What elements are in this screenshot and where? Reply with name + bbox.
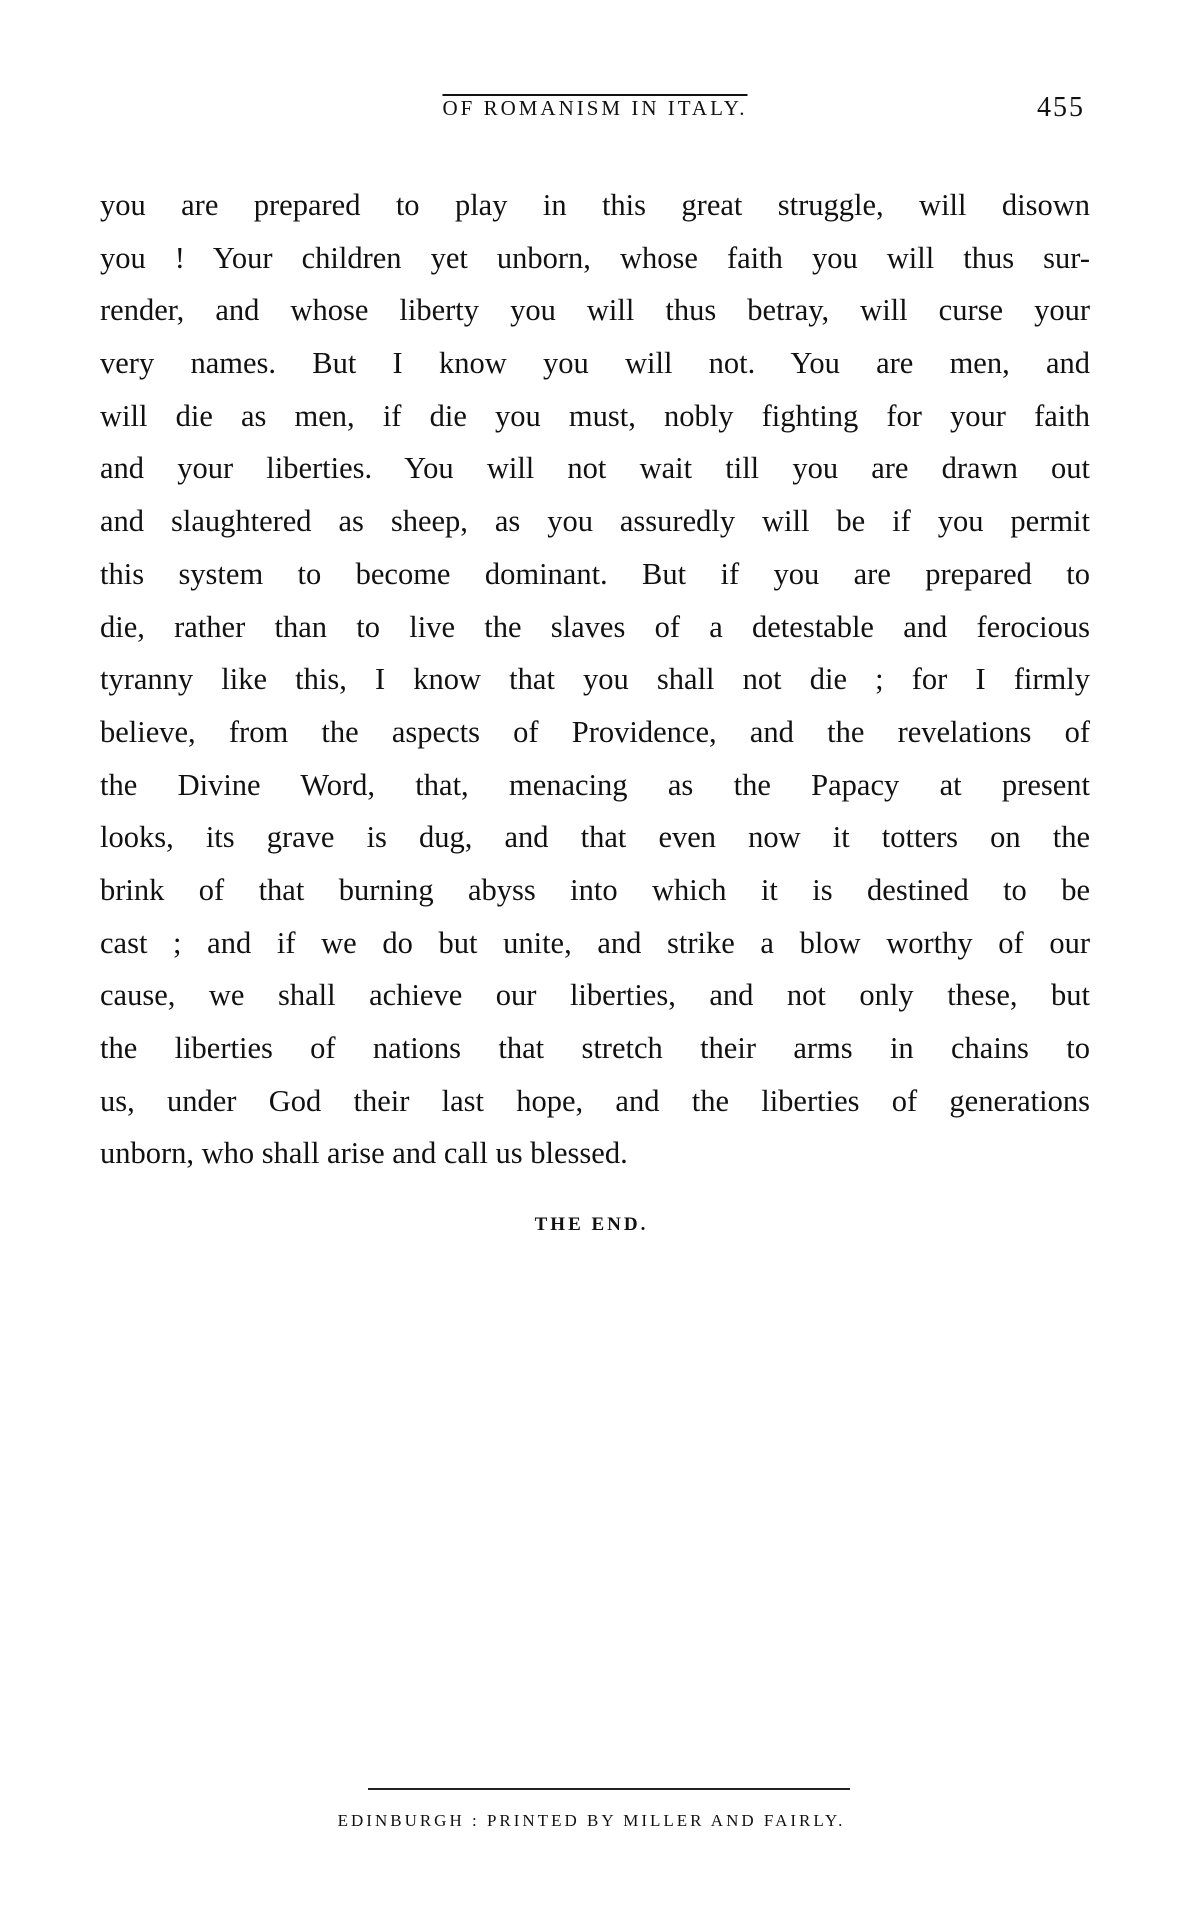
text-line: looks, its grave is dug, and that even now it totters on the [100, 820, 1090, 855]
text-line: you ! Your children yet unborn, whose faith you will thus sur- [100, 240, 1090, 275]
body-paragraph [100, 179, 1090, 1180]
page-number: 455 [1037, 92, 1085, 123]
printer-imprint: EDINBURGH : PRINTED BY MILLER AND FAIRLY. [337, 1811, 846, 1830]
running-title: OF ROMANISM IN ITALY. [442, 96, 748, 120]
text-line: believe, from the aspects of Providence, and the revelations of [100, 714, 1090, 749]
text-line: and slaughtered as sheep, as you assuredly will be if you permit [100, 504, 1090, 539]
text-line: us, under God their last hope, and the liberties of generations [100, 1083, 1090, 1118]
text-line: tyranny like this, I know that you shall not die ; for I firmly [100, 662, 1090, 697]
text-line: die, rather than to live the slaves of a detestable and ferocious [100, 609, 1090, 644]
text-line: cast ; and if we do but unite, and strike a blow worthy of our [100, 925, 1090, 960]
text-line: unborn, who shall arise and call us blessed. [100, 1136, 628, 1171]
text-line: you are prepared to play in this great struggle, will disown [100, 188, 1090, 222]
running-header [100, 92, 1090, 136]
text-line: the liberties of nations that stretch their arms in chains to [100, 1031, 1090, 1065]
text-line: will die as men, if die you must, nobly fighting for your faith [100, 398, 1090, 433]
the-end-heading: THE END. [534, 1214, 649, 1235]
text-line: very names. But I know you will not. You are men, and [100, 346, 1090, 381]
text-line: this system to become dominant. But if you are prepared to [100, 556, 1090, 591]
text-line: brink of that burning abyss into which it is destined to be [100, 872, 1090, 907]
text-line: and your liberties. You will not wait till you are drawn out [100, 451, 1090, 486]
text-line: render, and whose liberty you will thus betray, will curse your [100, 293, 1090, 328]
text-line: the Divine Word, that, menacing as the Papacy at present [100, 767, 1090, 802]
text-line: cause, we shall achieve our liberties, and not only these, but [100, 978, 1090, 1013]
imprint-divider [368, 1788, 850, 1790]
